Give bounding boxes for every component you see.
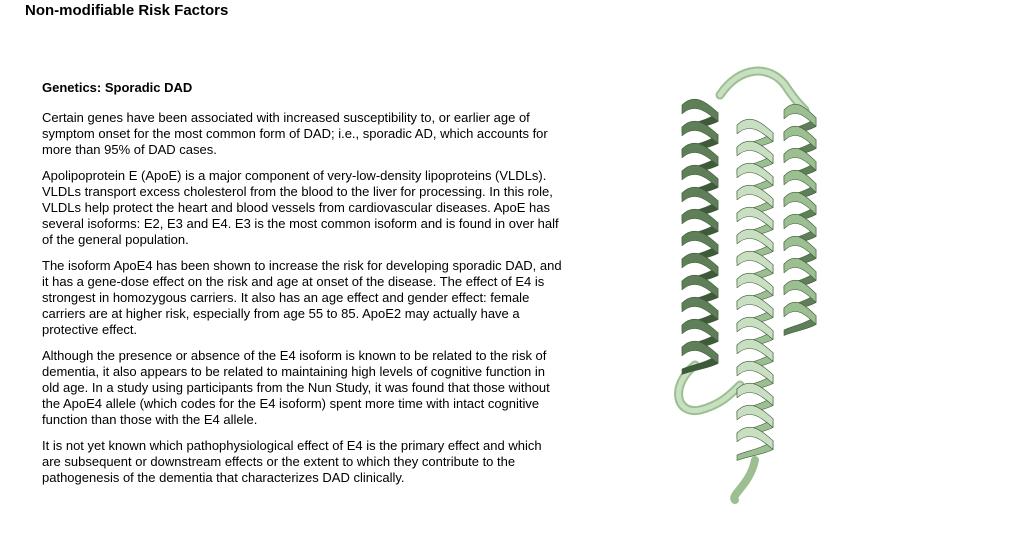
paragraph-apoe4: The isoform ApoE4 has been shown to increase the risk for developing sporadic DAD, and it has a gene-dose effect on the risk and age at onset of the disease. The effect of E4 is strongest in homozygous carriers. It also has an age effect and gender effect: female carriers are at higher risk, especially from age 55 to 85. ApoE2 may actually have a protective effect. — [42, 258, 562, 337]
loop-bottom — [734, 460, 755, 500]
paragraph-nun-study: Although the presence or absence of the E4 isoform is known to be related to the risk of dementia, it also appears to be related to maintaining high levels of cognitive function in old age. In a study using participants from the Nun Study, it was found that those without the ApoE4 allele (which codes for the E4 isoform) spent more time with intact cognitive function than those with the E4 allele. — [42, 348, 550, 427]
paragraph-pathophysiology: It is not yet known which pathophysiological effect of E4 is the primary effect and which are subsequent or downstream effects or the extent to which they contribute to the pathogenesis of the dementia that characterizes DAD clinically. — [42, 438, 542, 485]
section-heading: Genetics: Sporadic DAD — [42, 80, 193, 95]
page-title: Non-modifiable Risk Factors — [25, 2, 229, 19]
paragraph-apoe: Apolipoprotein E (ApoE) is a major component of very-low-density lipoproteins (VLDLs). VLDLs transport excess cholesterol from the blood to the liver for processing. In this role, VLDLs help protect the heart and blood vessels from cardiovascular diseases. ApoE has several isoforms: E2, E3 and E4. E3 is the most common isoform and is found in over half of the general population. — [42, 168, 559, 247]
loop-top — [720, 71, 805, 110]
paragraph-genes: Certain genes have been associated with increased susceptibility to, or earlier age of symptom onset for the most common form of DAD; i.e., sporadic AD, which accounts for more than 95% of DAD cases. — [42, 110, 548, 157]
article-body — [42, 80, 562, 496]
protein-ribbon-icon — [660, 65, 830, 505]
